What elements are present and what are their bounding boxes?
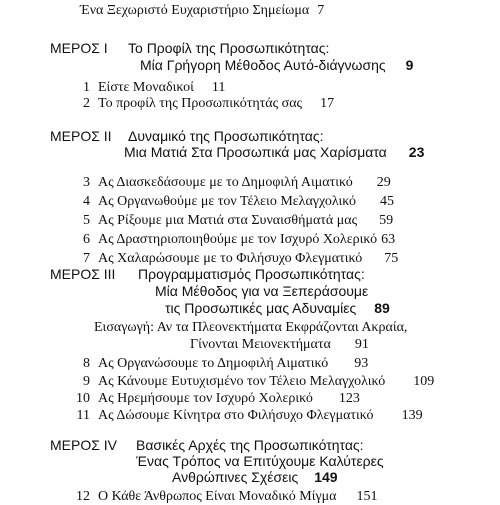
part-4-title-line-1: Βασικές Αρχές της Προσωπικότητας: [136, 437, 364, 453]
toc-entry [72, 96, 334, 112]
toc-entry: 9 Ας Κάνουμε Ευτυχισμένο τον Τέλειο Μελαγχολικό 109 [83, 374, 435, 389]
part-2-title-line-1: Δυναμικό της Προσωπικότητας: [128, 128, 324, 144]
part-3-page: 89 [374, 300, 390, 316]
toc-entry: 4 Ας Οργανωθούμε με τον Τέλειο Μελαγχολικό 45 [83, 194, 395, 209]
part-1-title-line-1: Το Προφίλ της Προσωπικότητας: [128, 40, 330, 56]
chapter-title: Το προφίλ της Προσωπικότητάς σας [98, 96, 303, 111]
toc-entry: 11 Ας Δώσουμε Κίνητρα στο Φιλήσυχο Φλεγματικό 139 [76, 408, 423, 423]
part-3-intro-line-1: Εισαγωγή: Αν τα Πλεονεκτήματα Εκφράζονται Ακραία, [94, 320, 408, 335]
part-2-label: ΜΕΡΟΣ ΙΙ [50, 128, 112, 144]
part-3-label: ΜΕΡΟΣ ΙΙΙ [50, 266, 116, 282]
part-3-intro-line-2: Γίνονται Μειονεκτήματα 91 [190, 337, 369, 352]
part-4-title-line-2: Ένας Τρόπος να Επιτύχουμε Καλύτερες [136, 453, 384, 469]
toc-entry: 8 Ας Οργανώσουμε το Δημοφιλή Αιματικό 93 [83, 356, 369, 371]
chapter-number: 2 [83, 96, 90, 111]
part-3-title-line-1: Προγραμματισμός Προσωπικότητας: [138, 266, 365, 282]
chapter-number: 1 [83, 80, 90, 95]
toc-entry: 3 Ας Διασκεδάσουμε με το Δημοφιλή Αιματικό 29 [83, 175, 391, 190]
chapter-page: 17 [320, 96, 335, 111]
part-4-page: 149 [314, 469, 338, 485]
part-1-page: 9 [405, 57, 414, 73]
toc-entry [72, 80, 225, 96]
toc-entry-title: Ένα Ξεχωριστό Ευχαριστήριο Σημείωμα [80, 3, 310, 18]
part-1-label: ΜΕΡΟΣ Ι [50, 40, 108, 56]
part-2-page: 23 [408, 144, 425, 160]
toc-entry: 6 Ας Δραστηριοποιηθούμε με τον Ισχυρό Χολερικό 63 [83, 232, 396, 247]
toc-entry-page: 7 [317, 3, 325, 18]
part-4-label: ΜΕΡΟΣ ΙV [50, 437, 117, 453]
toc-entry: 12 Ο Κάθε Άνθρωπος Είναι Μοναδικό Μίγμα 151 [76, 489, 378, 504]
chapter-page: 11 [211, 80, 226, 95]
part-3-title-line-3: τις Προσωπικές μας Αδυναμίες 89 [165, 300, 390, 316]
toc-entry: 10 Ας Ηρεμήσουμε τον Ισχυρό Χολερικό 123 [76, 391, 360, 406]
chapter-title: Είστε Μοναδικοί [98, 80, 194, 95]
part-3-title-line-2: Μία Μέθοδος για να Ξεπεράσουμε [155, 283, 369, 299]
toc-entry: 5 Ας Ρίξουμε μια Ματιά στα Συναισθήματά μας 59 [83, 213, 394, 228]
part-1-title-line-2: Μία Γρήγορη Μέθοδος Αυτό-διάγνωσης 9 [140, 57, 414, 73]
toc-entry: 7 Ας Χαλαρώσουμε με το Φιλήσυχο Φλεγματικό 75 [83, 251, 399, 266]
toc-entry-acknowledgement [80, 3, 324, 19]
part-2-title-line-2: Μια Ματιά Στα Προσωπικά μας Χαρίσματα 23 [124, 144, 425, 160]
part-4-title-line-3: Ανθρώπινες Σχέσεις 149 [172, 469, 338, 485]
